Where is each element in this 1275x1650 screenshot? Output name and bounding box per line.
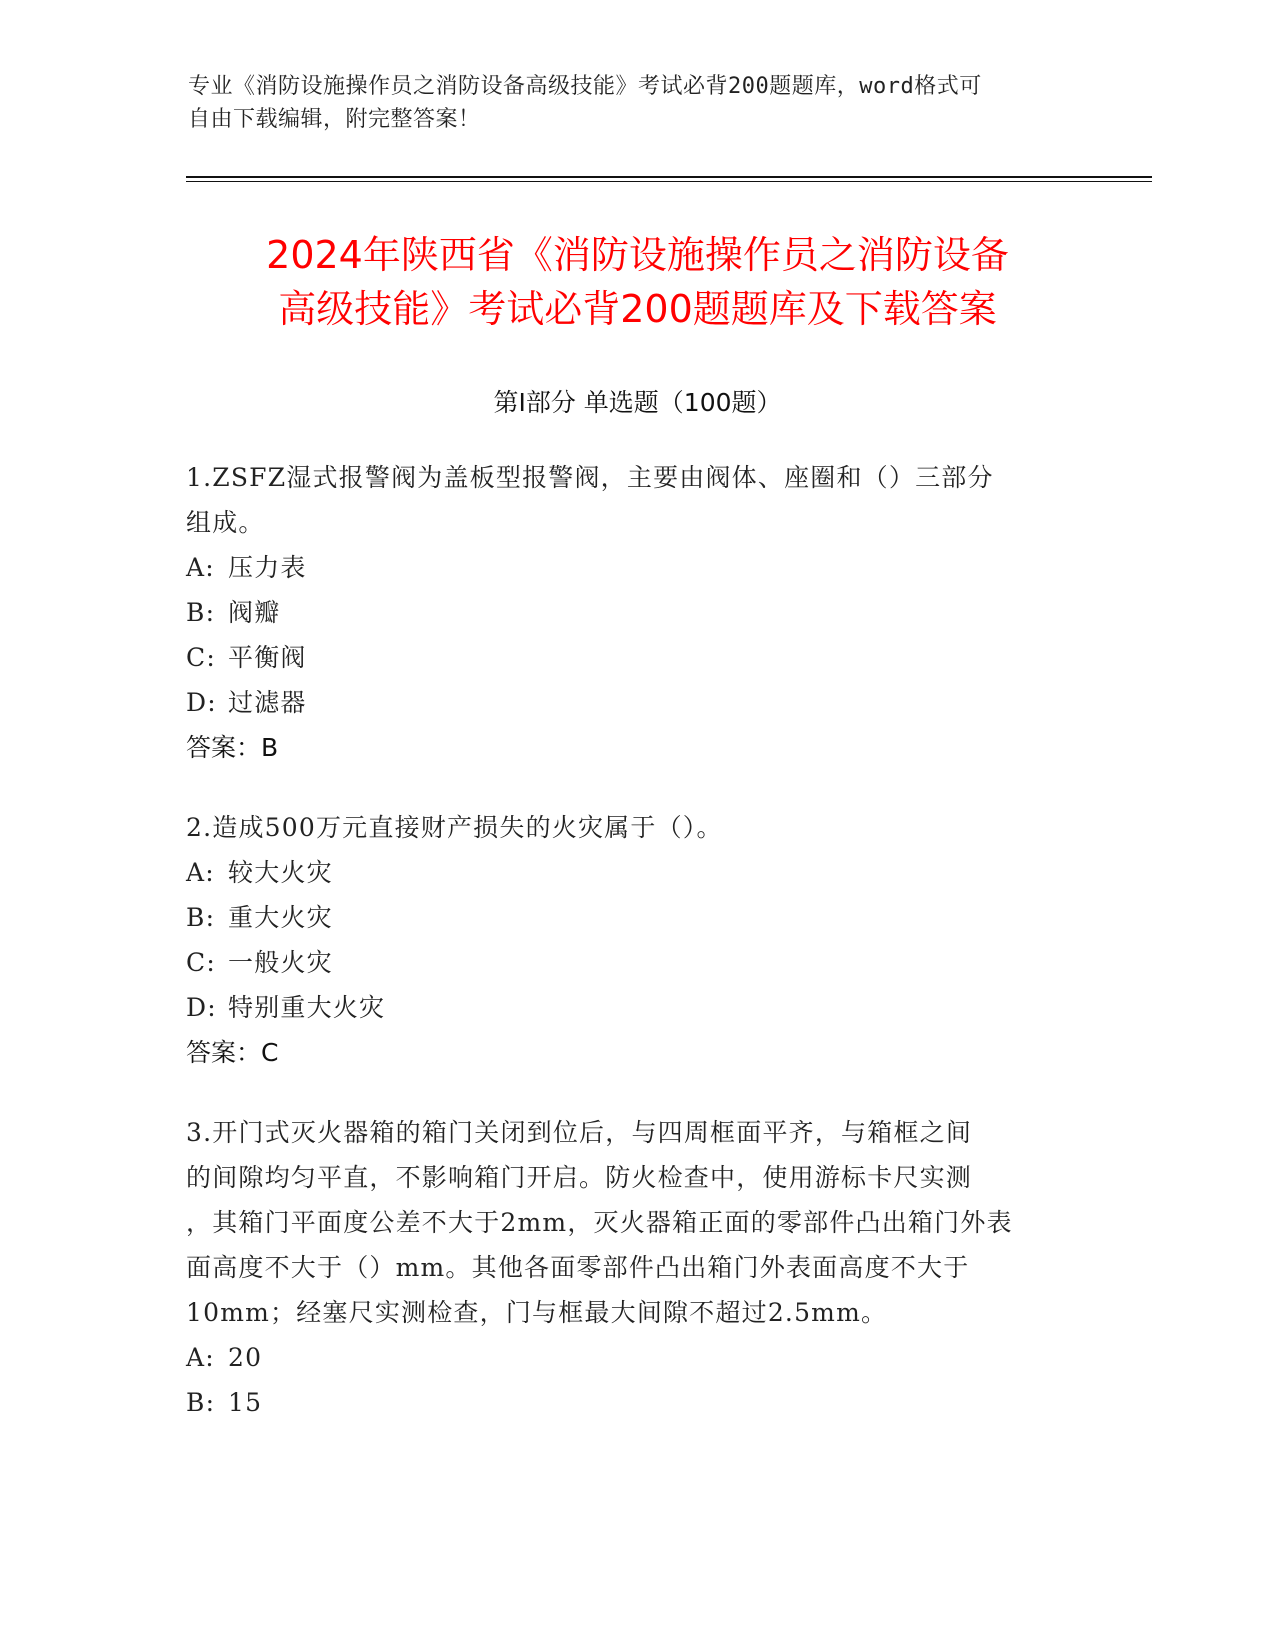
question-text-line: 3.开门式灭火器箱的箱门关闭到位后，与四周框面平齐，与箱框之间 xyxy=(186,1118,973,1147)
option-letter: A: xyxy=(186,1343,215,1372)
document-title xyxy=(150,228,1125,336)
header-note-line: 自由下载编辑，附完整答案！ xyxy=(188,107,481,132)
question-text-line: 10mm；经塞尺实测检查，门与框最大间隙不超过2.5mm。 xyxy=(186,1298,888,1327)
option-a xyxy=(186,850,1066,895)
option-text: 特别重大火灾 xyxy=(228,993,386,1022)
question-text-line: 1.ZSFZ湿式报警阀为盖板型报警阀，主要由阀体、座圈和（）三部分 xyxy=(186,463,994,492)
answer-line: 答案：B xyxy=(186,733,279,762)
option-letter: B: xyxy=(186,903,216,932)
option-a xyxy=(186,545,1066,590)
section-heading: 第Ⅰ部分 单选题（100题） xyxy=(493,388,782,417)
option-c xyxy=(186,940,1066,985)
document-title-line: 2024年陕西省《消防设施操作员之消防设备 xyxy=(266,233,1009,277)
option-letter: B: xyxy=(186,598,216,627)
question-2 xyxy=(186,805,1066,1075)
option-text: 一般火灾 xyxy=(228,948,333,977)
option-b xyxy=(186,590,1066,635)
option-a xyxy=(186,1335,1086,1380)
question-3 xyxy=(186,1110,1086,1425)
header-divider xyxy=(186,176,1152,178)
option-text: 压力表 xyxy=(228,553,307,582)
question-text-line: 组成。 xyxy=(186,508,265,537)
header-note xyxy=(188,70,1068,136)
option-letter: C: xyxy=(186,643,216,672)
option-letter: A: xyxy=(186,553,215,582)
option-text: 20 xyxy=(228,1343,263,1372)
option-text: 平衡阀 xyxy=(228,643,307,672)
question-text xyxy=(186,455,1066,545)
question-text-line: ，其箱门平面度公差不大于2mm，灭火器箱正面的零部件凸出箱门外表 xyxy=(186,1208,1013,1237)
option-letter: D: xyxy=(186,993,217,1022)
answer-line: 答案：C xyxy=(186,1038,279,1067)
question-text-line: 的间隙均匀平直，不影响箱门开启。防火检查中，使用游标卡尺实测 xyxy=(186,1163,973,1192)
question-text-line: 面高度不大于（）mm。其他各面零部件凸出箱门外表面高度不大于 xyxy=(186,1253,970,1282)
header-note-line: 专业《消防设施操作员之消防设备高级技能》考试必背200题题库，word格式可 xyxy=(188,74,982,99)
question-text xyxy=(186,1110,1086,1335)
option-letter: A: xyxy=(186,858,215,887)
option-text: 重大火灾 xyxy=(228,903,333,932)
option-b xyxy=(186,895,1066,940)
option-text: 15 xyxy=(228,1388,263,1417)
document-title-line: 高级技能》考试必背200题题库及下载答案 xyxy=(278,287,997,331)
option-d xyxy=(186,680,1066,725)
option-letter: B: xyxy=(186,1388,216,1417)
header-divider-thin xyxy=(186,181,1152,182)
option-text: 阀瓣 xyxy=(228,598,281,627)
question-text-line: 2.造成500万元直接财产损失的火灾属于（）。 xyxy=(186,813,723,842)
question-text xyxy=(186,805,1066,850)
option-c xyxy=(186,635,1066,680)
option-letter: D: xyxy=(186,688,217,717)
option-text: 较大火灾 xyxy=(228,858,333,887)
option-letter: C: xyxy=(186,948,216,977)
option-d xyxy=(186,985,1066,1030)
option-text: 过滤器 xyxy=(228,688,307,717)
option-b xyxy=(186,1380,1086,1425)
question-1 xyxy=(186,455,1066,770)
